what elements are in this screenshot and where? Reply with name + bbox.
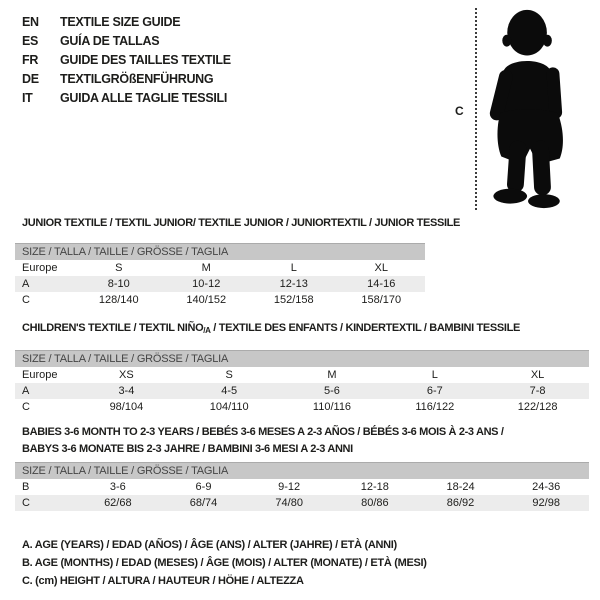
children-table-title	[22, 322, 520, 335]
table-cell: 62/68	[104, 497, 132, 509]
table-cell: 152/158	[273, 294, 314, 306]
table-row	[15, 367, 589, 383]
table-row	[15, 495, 589, 511]
language-row	[22, 32, 231, 51]
table-cell: 12-13	[279, 278, 308, 290]
row-label: C	[22, 401, 30, 413]
table-row	[15, 276, 425, 292]
baby-silhouette-icon	[470, 2, 600, 215]
children-title-suffix: / TEXTILE DES ENFANTS / KINDERTEXTIL / BAMBINI TESSILE	[210, 322, 520, 334]
table-cell: 86/92	[446, 497, 475, 509]
table-cell: 9-12	[278, 481, 301, 493]
table-row	[15, 399, 589, 415]
table-cell: M	[327, 369, 337, 381]
table-cell: 12-18	[360, 481, 389, 493]
table-cell: 98/104	[109, 401, 144, 413]
row-label: Europe	[22, 262, 58, 274]
table-cell: 6-7	[426, 385, 443, 397]
table-cell: 92/98	[532, 497, 560, 509]
table-row	[15, 479, 589, 495]
table-cell: 122/128	[517, 401, 558, 413]
size-header-bar: SIZE / TALLA / TAILLE / GRÖSSE / TAGLIA	[15, 350, 589, 367]
table-cell: 3-4	[118, 385, 135, 397]
row-label: A	[22, 278, 30, 290]
table-cell: 110/116	[312, 401, 352, 413]
table-row	[15, 292, 425, 308]
table-cell: 4-5	[221, 385, 238, 397]
language-row	[22, 13, 231, 32]
table-cell: 8-10	[107, 278, 130, 290]
language-code: IT	[22, 91, 33, 105]
table-cell: 80/86	[361, 497, 389, 509]
language-row	[22, 70, 231, 89]
table-cell: M	[201, 262, 211, 274]
row-label: A	[22, 385, 30, 397]
row-label: Europe	[22, 369, 58, 381]
table-cell: 3-6	[109, 481, 126, 493]
table-cell: 5-6	[324, 385, 340, 397]
babies-title-line2: BABYS 3-6 MONATE BIS 2-3 JAHRE / BAMBINI 3-6 MESI A 2-3 ANNI	[22, 443, 353, 455]
table-cell: 24-36	[532, 481, 561, 493]
size-header-bar: SIZE / TALLA / TAILLE / GRÖSSE / TAGLIA	[15, 243, 425, 260]
table-cell: XL	[374, 262, 388, 274]
legend-line-b: B. AGE (MONTHS) / EDAD (MESES) / ÂGE (MOIS) / ALTER (MONATE) / ETÀ (MESI)	[22, 557, 427, 569]
language-list	[22, 13, 231, 108]
table-cell: 128/140	[98, 294, 139, 306]
junior-table	[15, 243, 425, 308]
table-cell: 7-8	[529, 385, 546, 397]
language-title: GUÍA DE TALLAS	[60, 34, 160, 48]
language-title: TEXTILGRÖßENFÜHRUNG	[60, 72, 214, 86]
row-label: B	[22, 481, 30, 493]
table-cell: S	[225, 369, 233, 381]
measure-legend	[22, 536, 427, 590]
babies-table	[15, 462, 589, 511]
height-measure-label: C	[455, 104, 464, 118]
table-cell: 18-24	[446, 481, 475, 493]
table-cell: 158/170	[361, 294, 402, 306]
table-cell: L	[431, 369, 438, 381]
language-title: GUIDA ALLE TAGLIE TESSILI	[60, 91, 228, 105]
language-title: GUIDE DES TAILLES TEXTILE	[60, 53, 231, 67]
children-title-subscript: /A	[203, 326, 211, 335]
legend-line-c: C. (cm) HEIGHT / ALTURA / HAUTEUR / HÖHE / ALTEZZA	[22, 575, 304, 587]
language-code: FR	[22, 53, 39, 67]
table-cell: 74/80	[275, 497, 303, 509]
table-cell: 68/74	[189, 497, 218, 509]
children-table	[15, 350, 589, 415]
language-code: DE	[22, 72, 39, 86]
babies-title-line1: BABIES 3-6 MONTH TO 2-3 YEARS / BEBÉS 3-6 MESES A 2-3 AÑOS / BÉBÉS 3-6 MOIS À 2-3 ANS /	[22, 426, 504, 438]
row-label: C	[22, 294, 30, 306]
language-code: ES	[22, 34, 39, 48]
table-cell: 10-12	[192, 278, 221, 290]
table-cell: 116/122	[415, 401, 455, 413]
row-label: C	[22, 497, 30, 509]
table-cell: XS	[119, 369, 134, 381]
language-row	[22, 51, 231, 70]
table-row	[15, 383, 589, 399]
table-row	[15, 260, 425, 276]
legend-line-a: A. AGE (YEARS) / EDAD (AÑOS) / ÂGE (ANS) / ALTER (JAHRE) / ETÀ (ANNI)	[22, 539, 397, 551]
babies-table-title	[22, 424, 504, 458]
children-title-prefix: CHILDREN'S TEXTILE / TEXTIL NIÑO	[22, 322, 204, 334]
language-title: TEXTILE SIZE GUIDE	[60, 15, 181, 29]
junior-table-title: JUNIOR TEXTILE / TEXTIL JUNIOR/ TEXTILE JUNIOR / JUNIORTEXTIL / JUNIOR TESSILE	[22, 217, 461, 229]
table-cell: XL	[530, 369, 545, 381]
table-cell: 104/110	[209, 401, 249, 413]
size-header-bar: SIZE / TALLA / TAILLE / GRÖSSE / TAGLIA	[15, 462, 589, 479]
table-cell: 6-9	[195, 481, 212, 493]
language-row	[22, 89, 231, 108]
table-cell: 14-16	[367, 278, 396, 290]
table-cell: S	[115, 262, 123, 274]
table-cell: L	[290, 262, 297, 274]
language-code: EN	[22, 15, 39, 29]
table-cell: 140/152	[186, 294, 227, 306]
